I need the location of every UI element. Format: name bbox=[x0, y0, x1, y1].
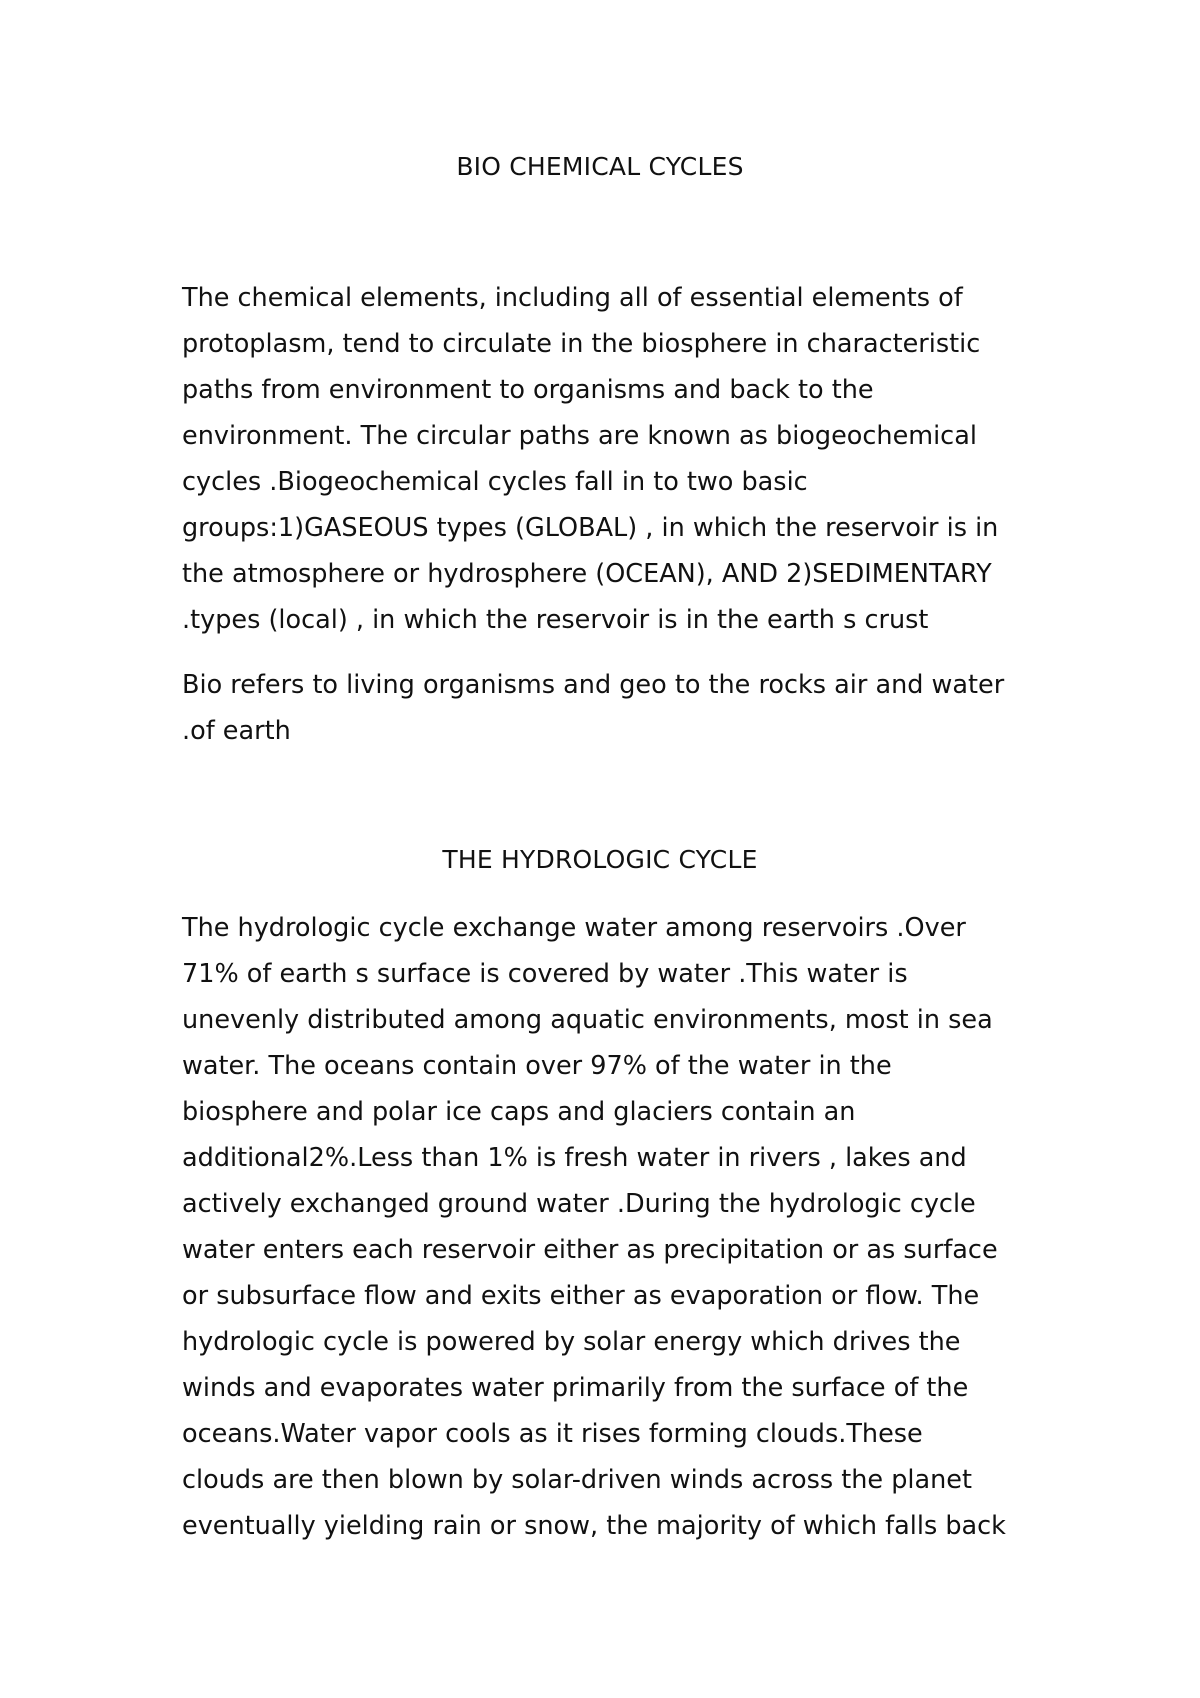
text-line: The hydrologic cycle exchange water among reservoirs .Over bbox=[182, 913, 966, 943]
text-line: paths from environment to organisms and back to the bbox=[182, 375, 874, 405]
text-line: water. The oceans contain over 97% of the water in the bbox=[182, 1051, 892, 1081]
text-line: additional2%.Less than 1% is fresh water in rivers , lakes and bbox=[182, 1143, 967, 1173]
text-line: actively exchanged ground water .During the hydrologic cycle bbox=[182, 1189, 976, 1219]
text-line: the atmosphere or hydrosphere (OCEAN), AND 2)SEDIMENTARY bbox=[182, 559, 992, 589]
text-line: environment. The circular paths are known as biogeochemical bbox=[182, 421, 977, 451]
paragraph-biogeochemical-intro bbox=[182, 275, 1082, 643]
text-line: protoplasm, tend to circulate in the biosphere in characteristic bbox=[182, 329, 981, 359]
paragraph-bio-geo-definition bbox=[182, 662, 1082, 754]
text-line: eventually yielding rain or snow, the majority of which falls back bbox=[182, 1511, 1006, 1541]
text-line: hydrologic cycle is powered by solar energy which drives the bbox=[182, 1327, 961, 1357]
paragraph-hydrologic-cycle bbox=[182, 905, 1082, 1549]
text-line: groups:1)GASEOUS types (GLOBAL) , in which the reservoir is in bbox=[182, 513, 999, 543]
heading-bio-chemical-cycles: BIO CHEMICAL CYCLES bbox=[456, 152, 744, 181]
text-line: water enters each reservoir either as precipitation or as surface bbox=[182, 1235, 998, 1265]
text-line: cycles .Biogeochemical cycles fall in to two basic bbox=[182, 467, 808, 497]
text-line: 71% of earth s surface is covered by water .This water is bbox=[182, 959, 908, 989]
text-line: .types (local) , in which the reservoir is in the earth s crust bbox=[182, 605, 929, 635]
text-line: or subsurface flow and exits either as evaporation or flow. The bbox=[182, 1281, 980, 1311]
text-line: oceans.Water vapor cools as it rises forming clouds.These bbox=[182, 1419, 923, 1449]
heading-hydrologic-cycle: THE HYDROLOGIC CYCLE bbox=[442, 845, 758, 874]
text-line: clouds are then blown by solar-driven winds across the planet bbox=[182, 1465, 972, 1495]
text-line: winds and evaporates water primarily from the surface of the bbox=[182, 1373, 969, 1403]
text-line: The chemical elements, including all of essential elements of bbox=[182, 283, 963, 313]
text-line: .of earth bbox=[182, 716, 291, 746]
text-line: Bio refers to living organisms and geo to the rocks air and water bbox=[182, 670, 1005, 700]
text-line: unevenly distributed among aquatic environments, most in sea bbox=[182, 1005, 993, 1035]
text-line: biosphere and polar ice caps and glaciers contain an bbox=[182, 1097, 856, 1127]
